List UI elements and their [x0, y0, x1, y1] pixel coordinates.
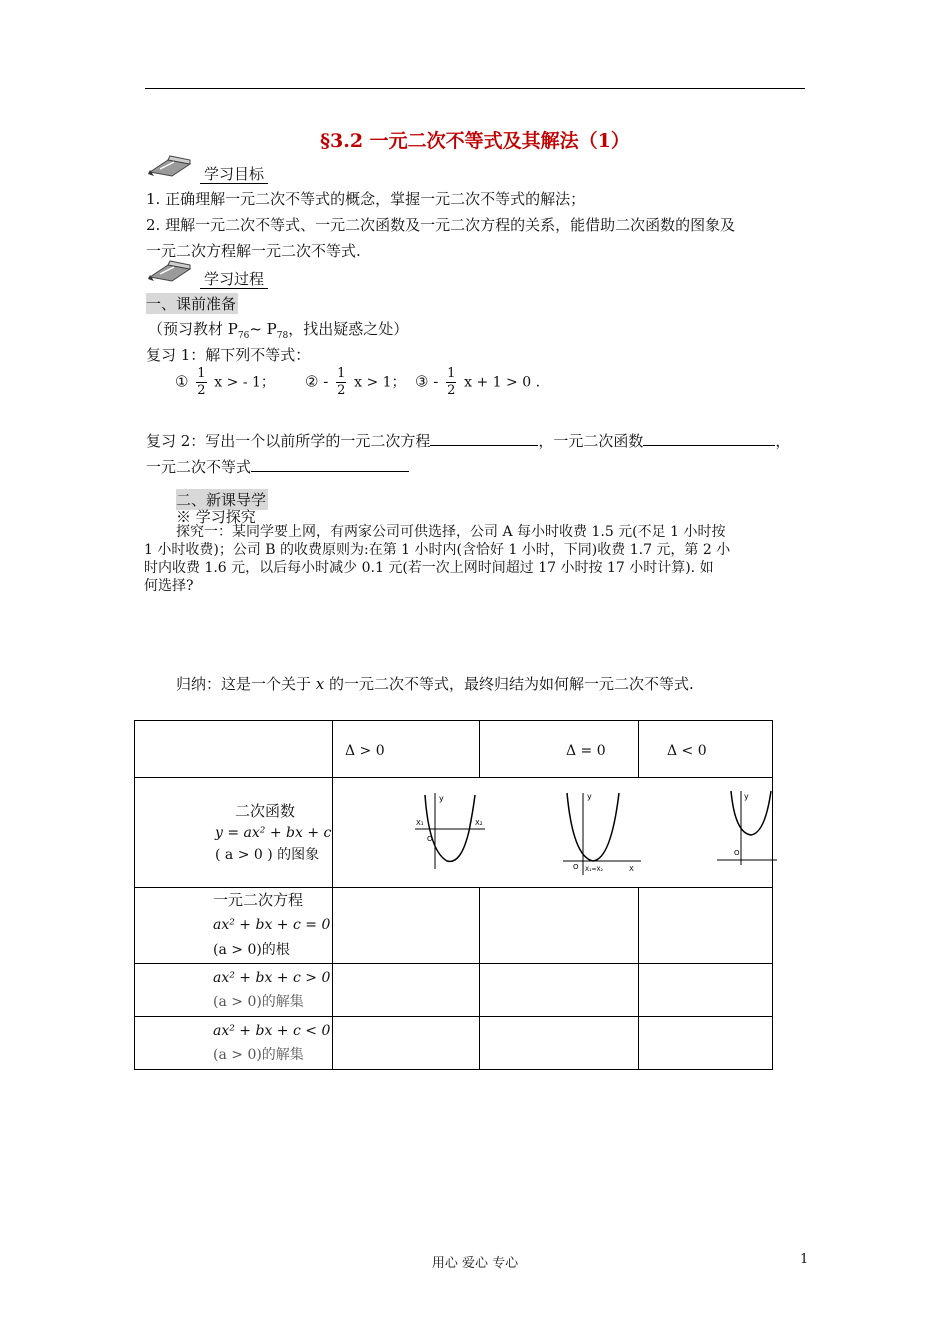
fraction-half: $\frac{1}{2}$	[197, 366, 206, 398]
svg-text:O: O	[573, 863, 579, 871]
goal-item-2-cont: 一元二次方程解一元二次不等式.	[146, 242, 361, 260]
parabola-graph-delta-positive	[415, 791, 485, 869]
preview-note: （预习教材 $P_{76}\sim$ $P_{78}$，找出疑惑之处）	[148, 320, 409, 341]
goal-item-2: 2. 理解一元二次不等式、一元二次函数及一元二次方程的关系，能借助二次函数的图象及	[146, 216, 736, 234]
cell-greater-delta-negative	[639, 964, 773, 1017]
inequality-3: ③ - $\frac{1}{2}$ x + 1 > 0 .	[415, 366, 541, 398]
parabola-graph-delta-zero	[561, 789, 641, 875]
inequality-2: ② - $\frac{1}{2}$ x > 1；	[305, 366, 406, 398]
book-icon	[146, 152, 194, 178]
header-delta-negative: Δ < 0	[639, 721, 773, 778]
cell-less-delta-positive	[333, 1017, 480, 1070]
svg-text:y: y	[744, 792, 749, 801]
explore-heading: ※ 学习探究	[176, 508, 256, 526]
header-rule	[145, 88, 805, 89]
section-learning-goals	[146, 152, 194, 182]
inequality-1: ① $\frac{1}{2}$ x > - 1；	[175, 366, 275, 398]
cell-less-delta-zero	[480, 1017, 639, 1070]
review-2-line-2: 一元二次不等式	[146, 456, 409, 477]
svg-text:X₁: X₁	[416, 819, 424, 827]
header-delta-zero: Δ = 0	[480, 721, 639, 778]
book-icon	[146, 257, 194, 283]
row-label-graph: 二次函数 y = ax² + bx + c ( a > 0 ) 的图象	[135, 778, 333, 888]
prep-heading: 一、课前准备	[146, 295, 237, 313]
new-lesson-heading: 二、新课导学	[176, 491, 267, 509]
explore-1-line-1: 探究一：某同学要上网，有两家公司可供选择，公司 A 每小时收费 1.5 元(不足 1 小时按	[176, 524, 726, 540]
svg-text:y: y	[587, 792, 592, 801]
summary-line: 归纳：这是一个关于 x 的一元二次不等式，最终归结为如何解一元二次不等式.	[176, 675, 694, 693]
blank-equation	[430, 431, 538, 446]
cell-less-delta-negative	[639, 1017, 773, 1070]
explore-1-line-3: 时内收费 1.6 元，以后每小时减少 0.1 元(若一次上网时间超过 17 小时按 17 小时计算). 如	[144, 560, 714, 576]
svg-text:X: X	[629, 865, 634, 873]
table-corner-cell	[135, 721, 333, 778]
cell-roots-delta-zero	[480, 888, 639, 964]
svg-text:X₁=X₂: X₁=X₂	[585, 866, 604, 873]
page-number: 1	[800, 1252, 809, 1267]
svg-text:y: y	[439, 794, 444, 803]
cell-greater-delta-positive	[333, 964, 480, 1017]
explore-1-line-4: 何选择?	[144, 578, 194, 594]
row-label-greater: ax² + bx + c > 0 (a > 0)的解集	[135, 964, 333, 1017]
page-title: §3.2 一元二次不等式及其解法（1）	[320, 130, 630, 152]
learning-process-heading: 学习过程	[200, 270, 268, 289]
parabola-graph-delta-negative	[717, 789, 777, 865]
discriminant-table	[134, 720, 773, 1070]
explore-1-line-2: 1 小时收费)；公司 B 的收费原则为:在第 1 小时内(含恰好 1 小时，下同)收费 1.7 元，第 2 小	[144, 542, 731, 558]
row-label-roots: 一元二次方程 ax² + bx + c = 0 (a > 0)的根	[135, 888, 333, 964]
header-delta-positive: Δ > 0	[333, 721, 480, 778]
review-2-line-1: 复习 2：写出一个以前所学的一元二次方程 ，一元二次函数 ，	[146, 432, 791, 450]
learning-goals-heading: 学习目标	[200, 165, 268, 184]
blank-function	[643, 431, 775, 446]
blank-inequality	[251, 457, 409, 472]
review-1-label: 复习 1：解下列不等式：	[146, 346, 311, 364]
cell-roots-delta-negative	[639, 888, 773, 964]
section-learning-process	[146, 257, 194, 287]
cell-greater-delta-zero	[480, 964, 639, 1017]
cell-roots-delta-positive	[333, 888, 480, 964]
svg-text:X₂: X₂	[475, 819, 483, 827]
fraction-half: $\frac{1}{2}$	[447, 366, 456, 398]
goal-item-1: 1. 正确理解一元二次不等式的概念，掌握一元二次不等式的解法；	[146, 190, 586, 208]
svg-text:O: O	[734, 849, 740, 857]
row-label-less: ax² + bx + c < 0 (a > 0)的解集	[135, 1017, 333, 1070]
footer-slogan: 用心 爱心 专心	[431, 1256, 519, 1271]
svg-text:O: O	[427, 835, 433, 843]
graphs-cell	[333, 778, 773, 888]
fraction-half: $\frac{1}{2}$	[337, 366, 346, 398]
